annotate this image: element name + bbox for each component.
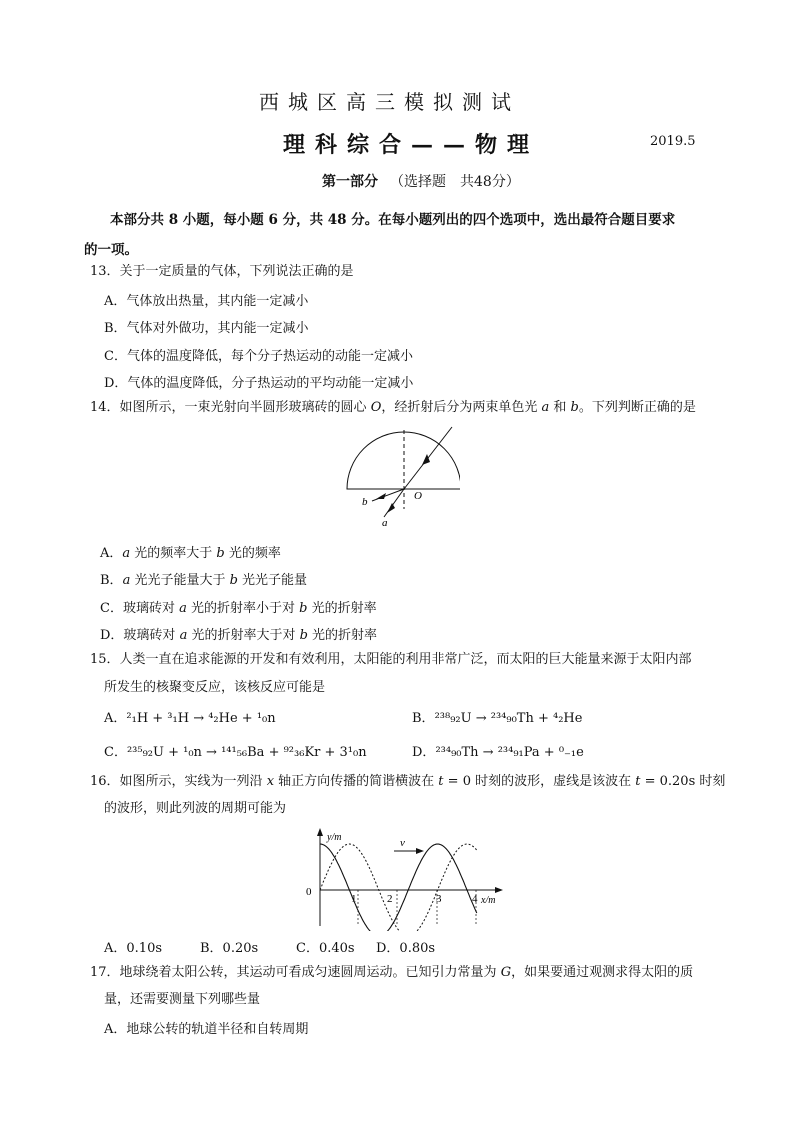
q17-stem-line2: 量，还需要测量下列哪些量	[104, 992, 261, 1007]
q16-stem-line1: 16．如图所示，实线为一列沿 x 轴正方向传播的简谐横波在 t = 0 时刻的波形，虚线是该波在 t = 0.20s 时刻	[90, 774, 726, 789]
origin-label: 0	[306, 886, 312, 898]
x-tick-3: 3	[436, 893, 442, 905]
q16-stem-line2: 的波形，则此列波的周期可能为	[104, 801, 287, 816]
label-b: b	[362, 496, 368, 508]
q15-stem-line1: 15．人类一直在追求能源的开发和有效利用，太阳能的利用非常广泛，而太阳的巨大能量来源于太阳内部	[90, 652, 692, 667]
q14-option-d: D．玻璃砖对 a 光的折射率大于对 b 光的折射率	[100, 628, 378, 643]
x-tick-4: 4	[472, 893, 478, 905]
x-axis-label: x/m	[481, 895, 496, 906]
q15-stem-line2: 所发生的核聚变反应，该核反应可能是	[104, 680, 326, 695]
q14-option-b: B．a 光光子能量大于 b 光光子能量	[100, 573, 308, 588]
wave-dashed-t020	[320, 844, 477, 931]
q16-option-d: D．0.80s	[376, 941, 436, 956]
q14-figure	[340, 425, 460, 530]
q13-option-d: D．气体的温度降低，分子热运动的平均动能一定减小	[104, 376, 414, 391]
q13-stem: 13．关于一定质量的气体，下列说法正确的是	[90, 264, 354, 279]
ray-b-arrow	[376, 493, 386, 499]
subject-title: 理科综合——物理	[283, 132, 540, 158]
q17-stem-line1: 17．地球绕着太阳公转，其运动可看成匀速圆周运动。已知引力常量为 G，如果要通过观测求得太阳的质	[90, 965, 694, 980]
velocity-arrow-head	[416, 848, 424, 854]
q15-equation-d: ²³⁴₉₀Th → ²³⁴₉₁Pa + ⁰₋₁e	[435, 745, 584, 760]
velocity-label: v	[400, 837, 405, 849]
q14-option-a: A．a 光的频率大于 b 光的频率	[100, 546, 281, 561]
q15-equation-c: ²³⁵₉₂U + ¹₀n → ¹⁴¹₅₆Ba + ⁹²₃₆Kr + 3¹₀n	[126, 745, 367, 760]
q16-option-a: A．0.10s	[104, 941, 163, 956]
part-label: 第一部分	[322, 174, 378, 190]
y-axis-label: y/m	[327, 832, 342, 843]
exam-title: 西城区高三模拟测试	[259, 90, 520, 114]
instruction-line2: 的一项。	[84, 242, 138, 258]
q16-wave-figure	[300, 826, 510, 931]
q15-option-a: A．²₁H + ³₁H → ⁴₂He + ¹₀n	[104, 711, 276, 726]
q14-stem: 14．如图所示，一束光射向半圆形玻璃砖的圆心 O，经折射后分为两束单色光 a 和 b。下列判断正确的是	[90, 400, 696, 415]
q16-option-c: C．0.40s	[296, 941, 355, 956]
q13-option-b: B．气体对外做功，其内能一定减小	[104, 321, 309, 336]
part-heading	[322, 171, 520, 191]
y-axis-arrow	[317, 828, 323, 836]
q13-option-c: C．气体的温度降低，每个分子热运动的动能一定减小	[104, 349, 413, 364]
q14-option-c: C．玻璃砖对 a 光的折射率小于对 b 光的折射率	[100, 601, 377, 616]
part-note: （选择题 共48分）	[390, 174, 520, 190]
ray-a-arrow	[387, 503, 395, 513]
instruction-line1: 本部分共 8 小题，每小题 6 分，共 48 分。在每小题列出的四个选项中，选出最符合题目要求	[110, 212, 676, 228]
q15-equation-a: ²₁H + ³₁H → ⁴₂He + ¹₀n	[126, 711, 276, 726]
q15-equation-b: ²³⁸₉₂U → ²³⁴₉₀Th + ⁴₂He	[434, 711, 583, 726]
x-tick-2: 2	[387, 893, 393, 905]
x-axis-arrow	[495, 887, 503, 893]
q15-option-d: D．²³⁴₉₀Th → ²³⁴₉₁Pa + ⁰₋₁e	[412, 745, 584, 760]
wave-solid-t0	[320, 844, 477, 931]
q17-option-a: A．地球公转的轨道半径和自转周期	[104, 1022, 309, 1037]
q16-option-b: B．0.20s	[200, 941, 259, 956]
exam-date: 2019.5	[650, 134, 696, 149]
q13-option-a: A．气体放出热量，其内能一定减小	[104, 294, 309, 309]
incident-arrow	[422, 454, 430, 465]
label-a: a	[382, 517, 388, 529]
q15-option-c: C．²³⁵₉₂U + ¹₀n → ¹⁴¹₅₆Ba + ⁹²₃₆Kr + 3¹₀n	[104, 745, 367, 760]
label-O: O	[414, 490, 422, 502]
q15-option-b: B．²³⁸₉₂U → ²³⁴₉₀Th + ⁴₂He	[412, 711, 583, 726]
x-tick-1: 1	[351, 893, 357, 905]
